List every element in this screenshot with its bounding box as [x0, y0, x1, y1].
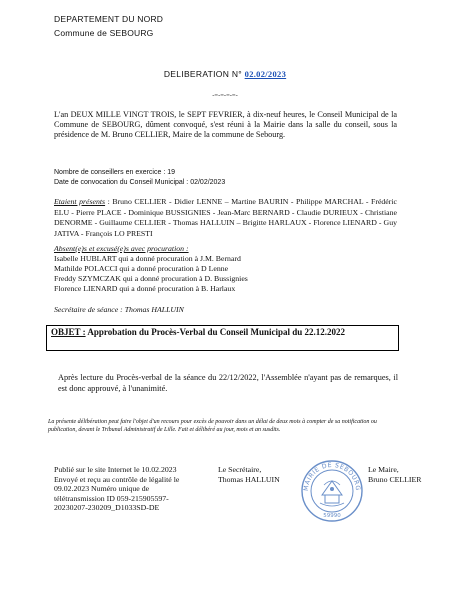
stamp-text: MAIRIE DE SEBOURG: [302, 461, 362, 492]
secretaire-seance: Secrétaire de séance : Thomas HALLUIN: [54, 305, 184, 314]
secretaire-title: Le Secrétaire,: [218, 465, 262, 474]
absent-line: Isabelle HUBLART qui a donné procuration à J.M. Bernard: [54, 254, 241, 263]
stamp-seal-icon: [300, 459, 364, 523]
objet-text: Approbation du Procès-Verbal du Conseil Municipal du 22.12.2022: [85, 327, 345, 337]
absents-block: [54, 244, 248, 294]
publication-line: Publié sur le site Internet le 10.02.2023: [54, 465, 177, 474]
maire-name: Bruno CELLIER: [368, 474, 422, 484]
secretaire-name: Thomas HALLUIN: [218, 474, 280, 484]
absent-line: Florence LIENARD qui a donné procuration à B. Harlaux: [54, 284, 236, 293]
conseillers-count: Nombre de conseillers en exercice : 19: [54, 169, 176, 176]
stamp-code: 59990: [323, 513, 341, 519]
maire-title: Le Maire,: [368, 465, 399, 474]
maire-signature: [368, 465, 422, 484]
publication-line: télétransmission ID 059-215905597-: [54, 493, 169, 503]
deliberation-number: 02.02/2023: [244, 69, 287, 79]
body-paragraph: Après lecture du Procès-verbal de la séance du 22/12/2022, l'Assemblée n'ayant pas de remarques, il est donc approuvé, à l'unanimité.: [58, 373, 398, 393]
secretaire-signature: [218, 465, 280, 484]
commune-label: Commune de SEBOURG: [54, 28, 154, 38]
presents-block: [54, 197, 397, 239]
objet-label: OBJET :: [51, 327, 86, 337]
deliberation-prefix: DELIBERATION N°: [163, 69, 242, 79]
separator: -=-=-=-=-: [212, 92, 238, 99]
mairie-stamp: [300, 459, 364, 523]
objet-box: [46, 325, 399, 351]
department-label: DEPARTEMENT DU NORD: [54, 14, 164, 24]
publication-line: 09.02.2023 Numéro unique de: [54, 484, 150, 494]
presents-list: : Bruno CELLIER - Didier LENNE – Martine BAURIN - Philippe MARCHAL - Frédéric ELU - Pierre PLACE - Dominique BUSSIGNIES - Jean-Marc BERNARD - Claudie DURIEUX - Christiane DENORME - Guillaume CELLIER - Thomas HALLUIN – Brigitte HARLAUX - Florence LIENARD - Guy JATIVA - François LO PRESTI: [54, 197, 397, 238]
intro-paragraph: L'an DEUX MILLE VINGT TROIS, le SEPT FEVRIER, à dix-neuf heures, le Conseil Municipal de la Commune de SEBOURG, dûment convoqué, s'est réuni à la Mairie dans la salle du conseil, sous la présidence de M. Bruno CELLIER, Maire de la commune de Sebourg.: [54, 110, 397, 140]
publication-info: [54, 465, 244, 513]
publication-line: Envoyé et reçu au contrôle de légalité le: [54, 474, 180, 484]
absent-line: Freddy SZYMCZAK qui a donné procuration à D. Bussignies: [54, 274, 248, 283]
legal-notice: La présente délibération peut faire l'objet d'un recours pour excès de pouvoir dans un délai de deux mois à compter de sa notification ou publication, devant le Tribunal Administratif de Lille. Fait et délibéré au jour, mois et an susdits.: [48, 419, 377, 433]
convocation-date: Date de convocation du Conseil Municipal : 02/02/2023: [54, 179, 226, 186]
absents-label: Absent(e)s et excusé(e)s avec procuration :: [54, 244, 189, 253]
deliberation-title: [0, 69, 450, 79]
absent-line: Mathilde POLACCI qui a donné procuration à D Lenne: [54, 264, 229, 273]
presents-label: Etaient présents: [54, 197, 106, 206]
publication-line: 20230207-230209_D1033SD-DE: [54, 503, 160, 513]
